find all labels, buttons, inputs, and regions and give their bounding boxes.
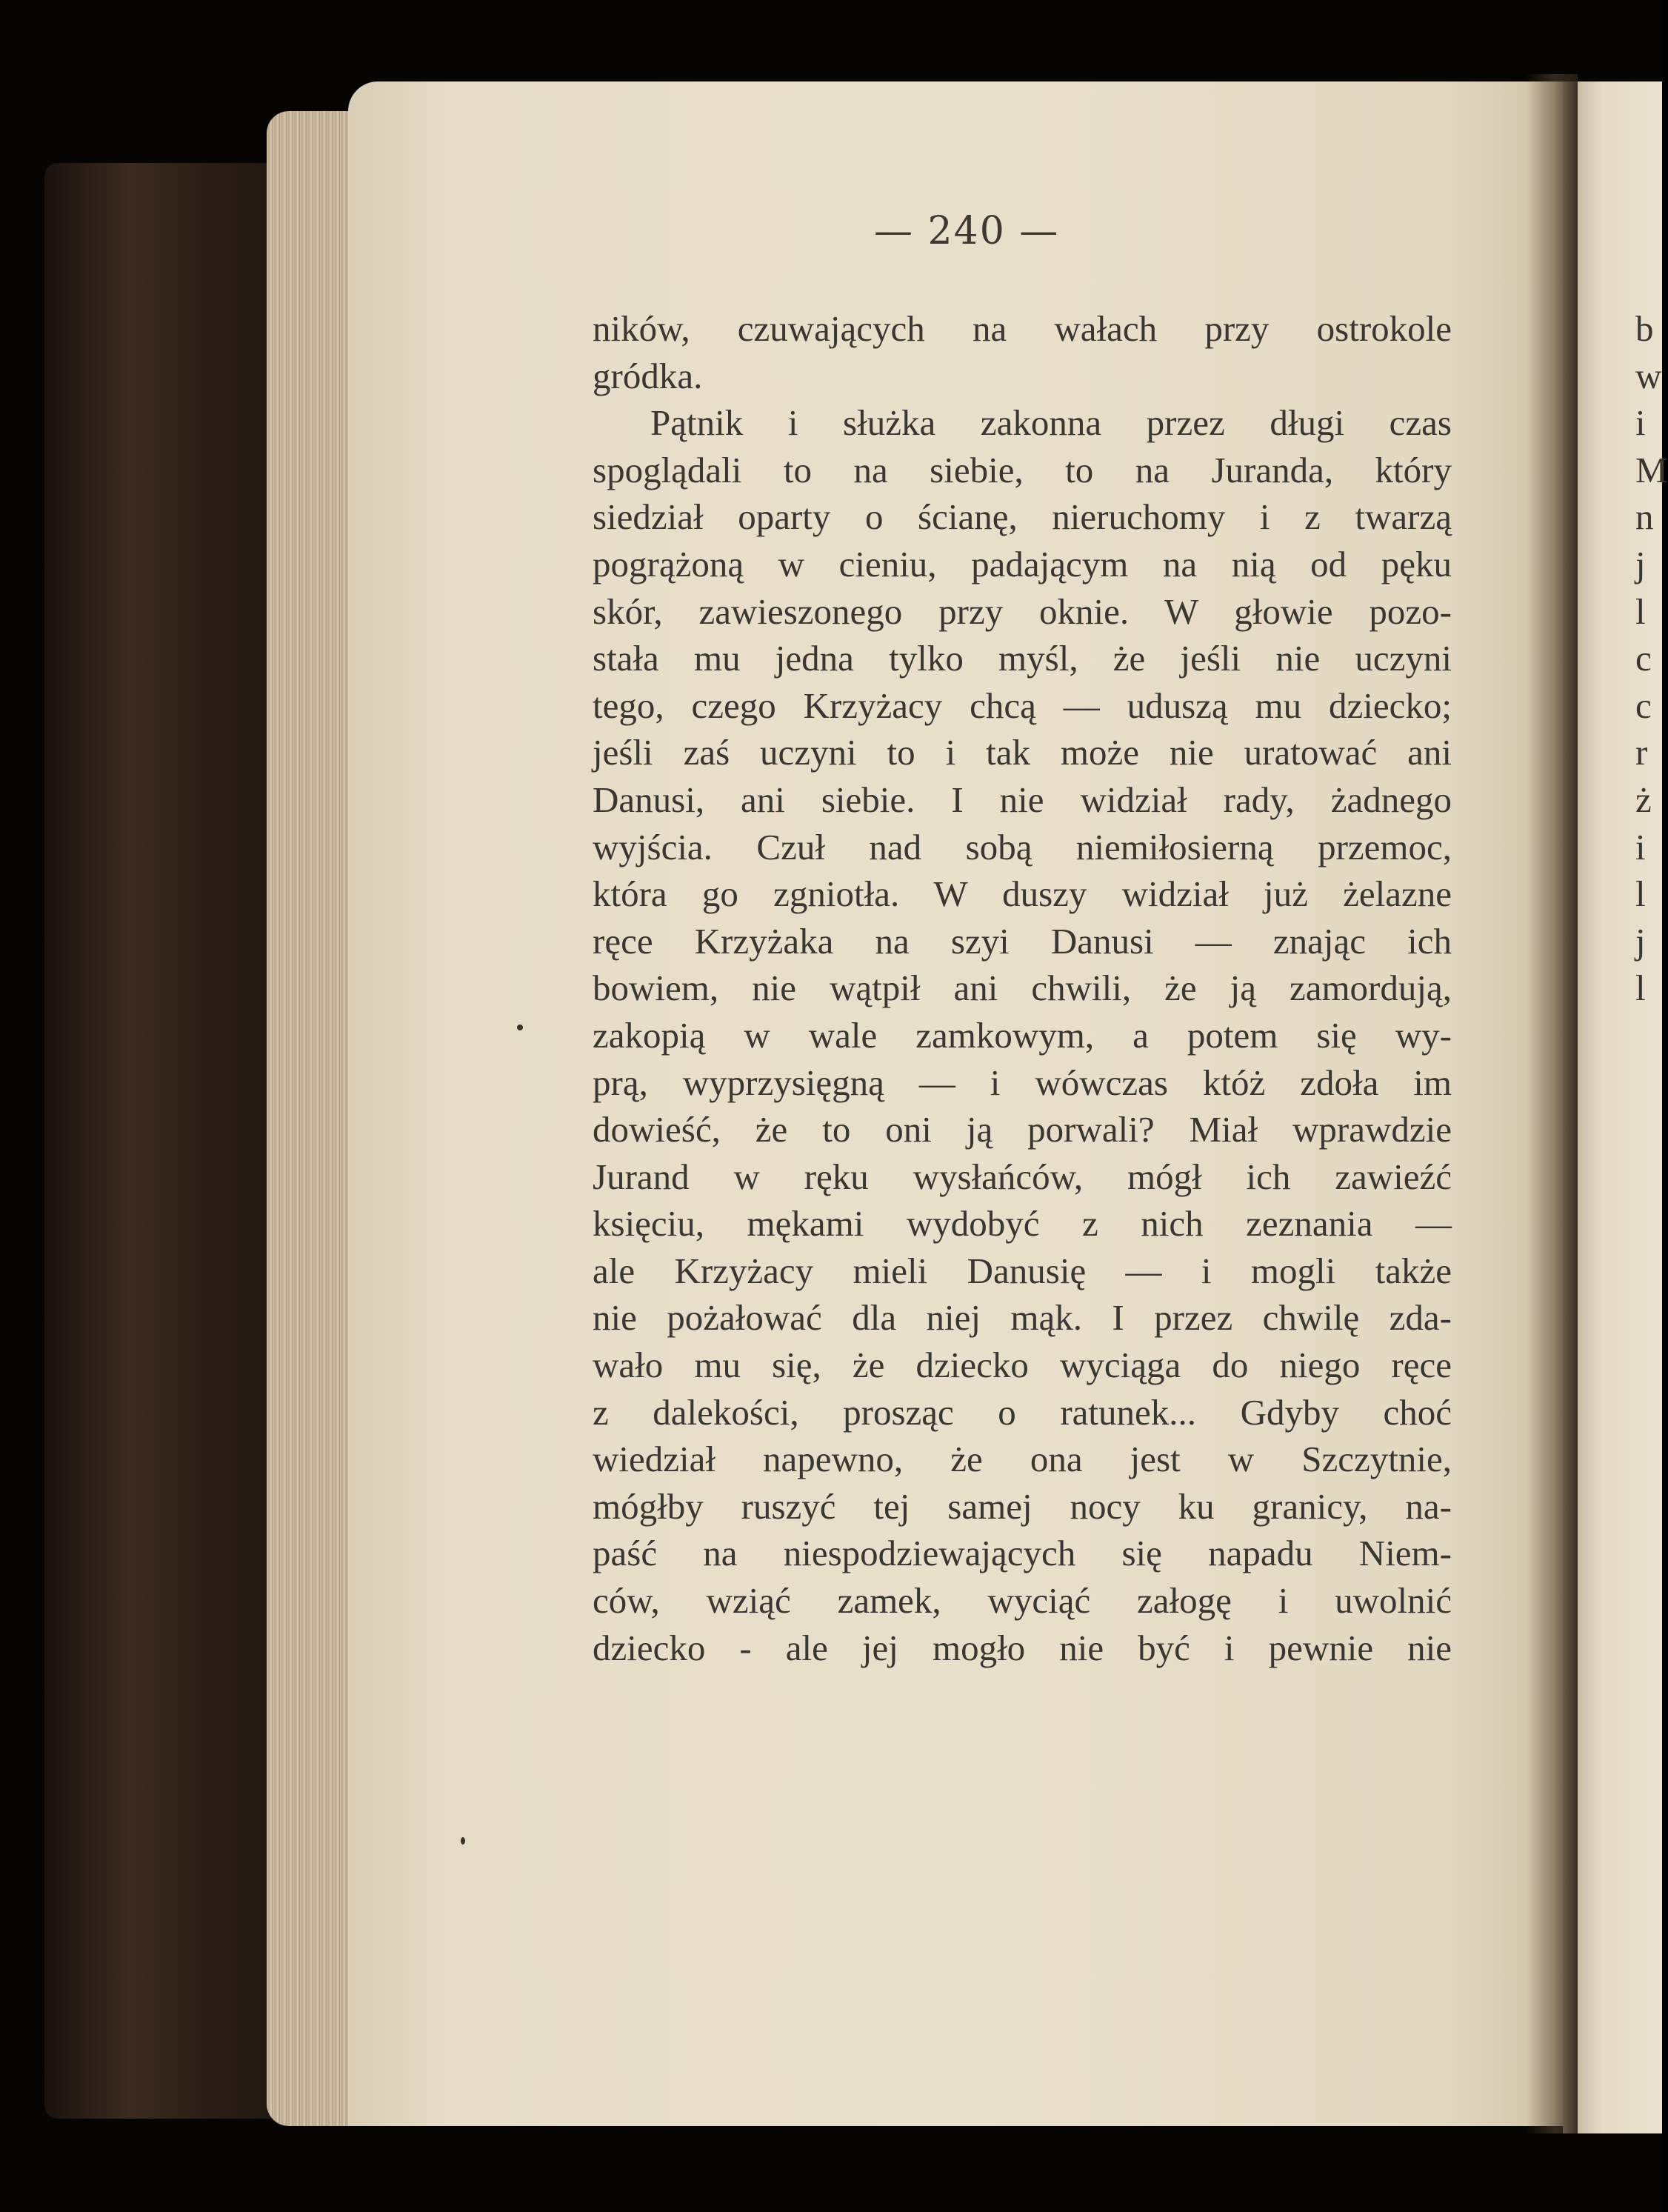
text-line: Pątnik i służka zakonna przez długi czas: [650, 402, 1452, 444]
ink-speck: [517, 1025, 523, 1030]
text-line: wyjścia. Czuł nad sobą niemiłosierną przemoc,: [593, 826, 1452, 867]
text-line: księciu, mękami wydobyć z nich zeznania —: [593, 1203, 1452, 1245]
text-line: gródka.: [593, 355, 703, 396]
facing-line: l: [1635, 967, 1646, 1009]
book-cover-edge: [44, 163, 289, 2119]
facing-line: w: [1635, 355, 1662, 396]
text-line: tego, czego Krzyżacy chcą — uduszą mu dziecko;: [593, 684, 1452, 726]
book-gutter: [1526, 74, 1578, 2133]
text-line: Danusi, ani siebie. I nie widział rady, żadnego: [593, 779, 1452, 820]
text-line: ale Krzyżacy mieli Danusię — i mogli także: [593, 1250, 1452, 1291]
facing-line: ż: [1635, 779, 1652, 820]
facing-line: b: [1635, 308, 1654, 349]
text-line: stała mu jedna tylko myśl, że jeśli nie uczyni: [593, 638, 1452, 679]
ink-speck: [461, 1837, 465, 1845]
text-line: jeśli zaś uczyni to i tak może nie uratować ani: [593, 732, 1452, 773]
text-line: zakopią w wale zamkowym, a potem się wy-: [593, 1014, 1452, 1056]
facing-line: n: [1635, 496, 1654, 538]
text-line: ców, wziąć zamek, wyciąć załogę i uwolnić: [593, 1580, 1452, 1622]
text-line: nie pożałować dla niej mąk. I przez chwilę zda-: [593, 1297, 1452, 1339]
facing-line: M: [1635, 449, 1668, 490]
text-line: dowieść, że to oni ją porwali? Miał wprawdzie: [593, 1109, 1452, 1150]
page-number: — 240 —: [874, 209, 1060, 253]
text-line: bowiem, nie wątpił ani chwili, że ją zamordują,: [593, 967, 1452, 1009]
text-line: mógłby ruszyć tej samej nocy ku granicy, na-: [593, 1485, 1452, 1527]
text-line: ręce Krzyżaka na szyi Danusi — znając ich: [593, 920, 1452, 962]
facing-line: c: [1635, 638, 1652, 679]
text-line: która go zgniotła. W duszy widział już żelazne: [593, 873, 1452, 915]
text-line: skór, zawieszonego przy oknie. W głowie pozo-: [593, 590, 1452, 632]
text-line: prą, wyprzysięgną — i wówczas któż zdoła im: [593, 1062, 1452, 1103]
facing-line: j: [1635, 920, 1646, 962]
facing-line: r: [1635, 732, 1648, 773]
text-line: dziecko - ale jej mogło nie być i pewnie nie: [593, 1627, 1452, 1668]
facing-line: i: [1635, 826, 1646, 867]
text-line: wiedział napewno, że ona jest w Szczytnie,: [593, 1439, 1452, 1480]
facing-line: l: [1635, 873, 1646, 915]
text-line: Jurand w ręku wysłańców, mógł ich zawieźć: [593, 1156, 1452, 1197]
facing-line: j: [1635, 543, 1646, 584]
text-line: pogrążoną w cieniu, padającym na nią od pęku: [593, 543, 1452, 584]
text-line: spoglądali to na siebie, to na Juranda, który: [593, 449, 1452, 490]
text-line: z dalekości, prosząc o ratunek... Gdyby choć: [593, 1391, 1452, 1433]
facing-line: l: [1635, 590, 1646, 632]
facing-line: i: [1635, 402, 1646, 444]
text-line: siedział oparty o ścianę, nieruchomy i z twarzą: [593, 496, 1452, 538]
facing-page-text: [1635, 305, 1668, 1012]
facing-line: c: [1635, 684, 1652, 726]
text-line: wało mu się, że dziecko wyciąga do niego ręce: [593, 1345, 1452, 1386]
body-text: [593, 305, 1452, 1671]
text-line: ników, czuwających na wałach przy ostrokole: [593, 308, 1452, 349]
text-line: paść na niespodziewających się napadu Niem-: [593, 1533, 1452, 1574]
